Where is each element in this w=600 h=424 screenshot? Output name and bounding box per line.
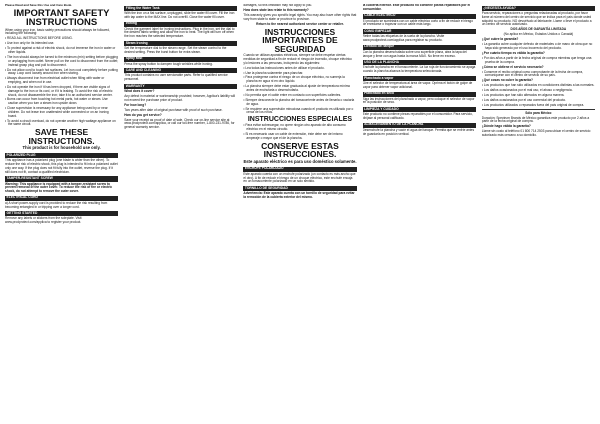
manual-columns [5, 4, 595, 420]
safety-item: • READ ALL INSTRUCTIONS BEFORE USING. [5, 37, 118, 41]
almacenamiento-text: Desenchufe la plancha y vacíe el agua del tanque. Permita que se enfríe antes de guardarla en posición vertical. [362, 127, 475, 136]
spanish-safety-item: • Se requiere una supervisión minuciosa cuando el producto es utilizado por o cerca de los niños. [243, 108, 356, 116]
safety-lead: When using your iron, basic safety precautions should always be followed, including the following: [5, 27, 110, 36]
mexico-title: Sólo para México [525, 110, 552, 115]
uso-text: Enchufe la plancha en el tomacorriente. La luz roja de funcionamiento se apaga cuando la plancha alcanza la temperatura seleccionada. [362, 65, 476, 74]
column-3 [243, 4, 356, 420]
llenado-text: Con la plancha desenchufada sobre una superficie plana, abra la tapa del tanque y llene con agua hasta la marca MAX. No llene en exceso. [362, 49, 467, 58]
ayuda-text: Para servicio, reparaciones o preguntas relacionadas al producto, por favor llame al número del centro de servicio que se indica para el país donde usted adquirió su producto. NO devuélvalo al fabricante. Llame o lleve el producto a un centro de servicio autorizado. [481, 11, 592, 27]
warranty-question: For how long? [124, 102, 147, 107]
mexico-text: Duración: Spectrum Brands de México garantiza este producto por 2 años a partir de la fecha original de compra. [481, 115, 590, 124]
filling-text: With the iron on a flat surface, unplugged, slide the water fill cover. Fill the iron with tap water to the MAX line. Do not overfill. Close the water fill cover. [124, 11, 235, 19]
safety-item: • Burns can occur from touching hot metal parts, hot water or steam. Use caution when you turn a steam iron upside down. [5, 98, 118, 106]
column-4 [363, 4, 476, 420]
garantia-answer: • Conserve el recibo original como comprobante de la fecha de compra, comuníquese con el centro de servicio de su país. [482, 71, 595, 79]
safety-item: • Do not operate the iron if it has been dropped, if there are visible signs of damage to the iron or its cord, or if it is leaking. To avoid the risk of electric shock, do not disassemble the iron; take it to an authorized service center. [5, 86, 118, 97]
exclusion-item: • Los daños ocasionados por el mal uso, el abuso o negligencia. [482, 89, 595, 93]
warranty-question: How do you get service? [124, 112, 162, 117]
getting-started-text: Remove any labels or stickers from the soleplate. Visit www.prodprotect.com/applica to register your product. [5, 216, 82, 225]
safety-item: • Do not allow cord to touch hot surfaces. Let iron cool completely before putting away. Loop cord loosely around iron when storing. [5, 69, 118, 77]
safety-item: • To protect against a risk of electric shock, do not immerse the iron in water or other liquids. [5, 47, 118, 55]
safety-item: • Close supervision is necessary for any appliance being used by or near children. Do not leave iron unattended while connected or on an ironing board. [5, 107, 118, 118]
almacenamiento-header: ALMACENAMIENTO DE LA PLANCHA [363, 123, 476, 128]
electrical-cord-header: ELECTRICAL CORD [5, 196, 118, 201]
garantia-answer: • La garantía cubre cualquier defecto de materiales o de mano de obra que no haya sido generado por el uso incorrecto del producto. [482, 43, 595, 51]
cover-note: la cubierta exterior. Este producto no contiene piezas reparables por el consumidor. [362, 4, 471, 11]
safety-item: • To avoid a circuit overload, do not operate another high wattage appliance on the same circuit. [5, 120, 118, 128]
electrical-cord-text: a) A short power-supply cord is provided to reduce the risk resulting from becoming entangled in or tripping over a longer cord. [5, 200, 108, 209]
limpieza-text: Este producto no contiene piezas reparables por el consumidor. Para servicio, diríjase al personal calificado. [362, 112, 473, 120]
save-title: SAVE THESE INSTRUCTIONS. [28, 127, 95, 146]
garantia-title: DOS AÑOS DE GARANTÍA LIMITADA [510, 27, 567, 32]
spanish-safety-item: • No permita que el cable entre en contacto con superficies calientes. [243, 94, 356, 98]
safety-item: • Always disconnect iron from electrical outlet when filling with water or emptying, and when not in use. [5, 77, 118, 85]
warranty-answer: Save your receipt as proof of date of sale. Check our on-line service site at www.prodprotect.com/applica, or call our toll-free number, 1-800-231-9786, for general warranty service. [124, 117, 235, 130]
garantia-question: ¿Qué cosas no cubre la garantía? [481, 78, 533, 83]
cable-header: CABLE ELÉCTRICO [363, 14, 476, 19]
spanish-safety-lead: Cuando se utilizan aparatos eléctricos, siempre se debe respetar ciertas medidas de seguridad a fin de reducir el riesgo de incendio, choque eléctrico y/o lesiones a las personas, incluyendo las siguientes: [243, 53, 352, 65]
filling-header: Filling the Water Tank [124, 6, 237, 11]
steam-ironing-text: Set the temperature dial to the steam range. Set the steam control to the desired setting. Press the burst button for extra steam. [124, 46, 227, 54]
intro-line: Please Read and Save this Use and Care Book. [5, 4, 73, 7]
spray-mist-text: Press the spray button to dampen tough wrinkles while ironing. [124, 61, 213, 66]
warranty-answer: Any defect in material or workmanship provided; however, Applica's liability will not exceed the purchase price of product. [124, 93, 235, 102]
vapor-text: Gire el selector de temperatura al área de vapor. Oprima el botón de golpe de vapor para obtener vapor adicional. [362, 80, 473, 89]
spanish-safety-item: • La plancha siempre debe estar graduada al ajuste de temperatura mínimo antes de enchufarla o desenchufarla. [243, 85, 356, 93]
special-item: • Para evitar sobrecargar, no opere ningún otro aparato de alto consumo eléctrico en el mismo circuito. [243, 124, 356, 132]
tamper-screw-header: TAMPER-RESISTANT SCREW [5, 176, 118, 181]
seco-header: Planchado en seco [363, 92, 476, 97]
tamper-screw-text: Warning: This appliance is equipped with a tamper-resistant screw to prevent removal of the outer cover. To reduce the risk of fire or electric shock, do not attempt to remove the outer cover. [5, 181, 113, 194]
enchufe-text: Este aparato cuenta con un enchufe polarizado (un contacto es más ancho que el otro). A fin de reducir el riesgo de un choque eléctrico, este enchufe encaja en un tomacorriente polarizado en un solo sentido. [243, 171, 356, 184]
vapor-header: Planchado a vapor [363, 76, 476, 81]
enchufe-header: ENCHUFE POLARIZADO [243, 167, 356, 172]
steam-ironing-header: Steam Ironing [124, 41, 237, 46]
polarized-plug-header: POLARIZED PLUG [5, 153, 118, 158]
cable-text: El producto se suministra con un cable eléctrico corto a fin de reducir el riesgo de enredarse o tropezar con un cable más largo. [362, 18, 473, 27]
conserve-title: CONSERVE ESTAS INSTRUCCIONES. [261, 140, 339, 160]
garantia-question: ¿Por cuánto tiempo es válida la garantía? [481, 50, 545, 55]
conserve-subtitle: Este aparato eléctrico es para uso doméstico solamente. [243, 158, 357, 164]
column-5 [482, 4, 595, 420]
warranty-header: WARRANTY [124, 84, 237, 89]
garantia-subtitle: (No aplica en México, Estados Unidos o Canadá) [503, 32, 574, 37]
warranty-answer: Two years after date of original purchase with proof of such purchase. [124, 107, 223, 112]
ironing-header: Ironing [124, 22, 237, 27]
spanish-safety-item: • Para protegerse contra el riesgo de un choque eléctrico, no sumerja la plancha en agua ni en otro líquido. [243, 76, 356, 84]
garantia-question: ¿Qué cubre la garantía? [481, 37, 519, 42]
limpieza-header: LIMPIEZA Y CUIDADO [363, 107, 476, 112]
como-empezar-text: Retire todas las etiquetas de la suela de la plancha. Visite www.prodprotect.com/applica para registrar su producto. [362, 34, 445, 42]
special-instructions-title: INSTRUCCIONES ESPECIALES [247, 116, 353, 124]
spanish-safety-item: • Use la plancha solamente para planchar. [243, 72, 356, 76]
safety-item: • Use iron only for its intended use. [5, 42, 118, 46]
safety-title: IMPORTANT SAFETY INSTRUCTIONS [13, 7, 110, 29]
mexico-question: ¿Dónde hago válida la garantía? [481, 124, 531, 129]
safety-item: • The iron should always be turned to the minimum (min) setting before plugging or unplugging from outlet. Never pull on the cord to disconnect from the outlet; instead grasp plug and pull to disconnect. [5, 56, 118, 67]
getting-started-header: GETTING STARTED [5, 211, 118, 216]
llenado-header: Llenado del tanque [363, 45, 476, 50]
exclusion-item: • Los productos que han sido utilizados en condiciones distintas a las normales. [482, 84, 595, 88]
state-law-text: This warranty gives you specific legal rights. You may also have other rights that vary from state to state or province to province. [243, 12, 357, 21]
warranty-question: What does it cover? [124, 89, 155, 94]
special-item: • Si es necesario usar un cable de extensión, éste debe ser del mismo amperaje o mayor que el de la plancha. [243, 133, 356, 141]
tornillo-text: Advertencia: Este aparato cuenta con un tornillo de seguridad para evitar la remoción de la cubierta exterior del mismo. [243, 191, 355, 199]
spray-mist-header: Spray Mist [124, 57, 237, 62]
exclusion-item: • Los productos que han sido alterados en alguna manera. [482, 94, 595, 98]
polarized-plug-text: This appliance has a polarized plug (one blade is wider than the other). To reduce the risk of electric shock, this plug is intended to fit into a polarized outlet only one way. If the plug does not fit fully into the outlet, reverse the plug. If it still does not fit, contact a qualified electrician. [5, 158, 118, 174]
exclusion-item: • Los daños ocasionados por el uso comercial del producto. [482, 99, 595, 103]
tornillo-header: TORNILLO DE SEGURIDAD [243, 186, 356, 191]
save-subtitle: This product is for household use only. [22, 145, 101, 151]
ironing-text: Check the garment label for ironing instructions. Plug in the iron, set the dial to the desired fabric setting and allow the iron to heat. The light will turn off when the iron reaches the selected temperature. [124, 26, 235, 39]
care-cleaning-text: This product contains no user serviceable parts. Refer to qualified service personnel. [124, 73, 228, 82]
uso-header: USO DE LA PLANCHA [363, 60, 476, 65]
garantia-question: ¿Cómo se obtiene el servicio necesario? [481, 64, 544, 69]
garantia-answer: • Por dos años a partir de la fecha original de compra mientras que tenga una prueba de la compra. [482, 57, 595, 65]
return-note: Return to the nearest authorized service center or retailer. [256, 21, 344, 26]
ayuda-header: ¿NECESITA AYUDA? [482, 6, 595, 11]
seco-text: Siga las instrucciones del planchado a vapor, pero coloque el selector de vapor en la posición de seco. [362, 96, 475, 105]
spanish-safety-title: INSTRUCCIONES IMPORTANTES DE SEGURIDAD [262, 26, 338, 54]
spanish-safety-item: • Lea todas las instrucciones antes de utilizar el producto. [243, 67, 356, 71]
spanish-safety-item: • Siempre desconecte la plancha del tomacorriente antes de llenarla o vaciarla de agua. [243, 99, 356, 107]
care-cleaning-header: CARE AND CLEANING [124, 68, 237, 73]
mexico-answer: Llame sin costo al teléfono 01 800 714 2503 para ubicar el centro de servicio autorizado más cercano a su domicilio. [481, 129, 591, 138]
column-1 [5, 4, 118, 420]
exclusion-item: • Los productos utilizados o reparados fuera del país original de compra. [482, 104, 595, 108]
damages-text: damages, so this limitation may not apply to you. [243, 4, 313, 7]
state-law-question: How does state law relate to this warranty? [243, 7, 309, 12]
column-2 [124, 4, 237, 420]
como-empezar-header: COMO EMPEZAR [363, 29, 476, 34]
